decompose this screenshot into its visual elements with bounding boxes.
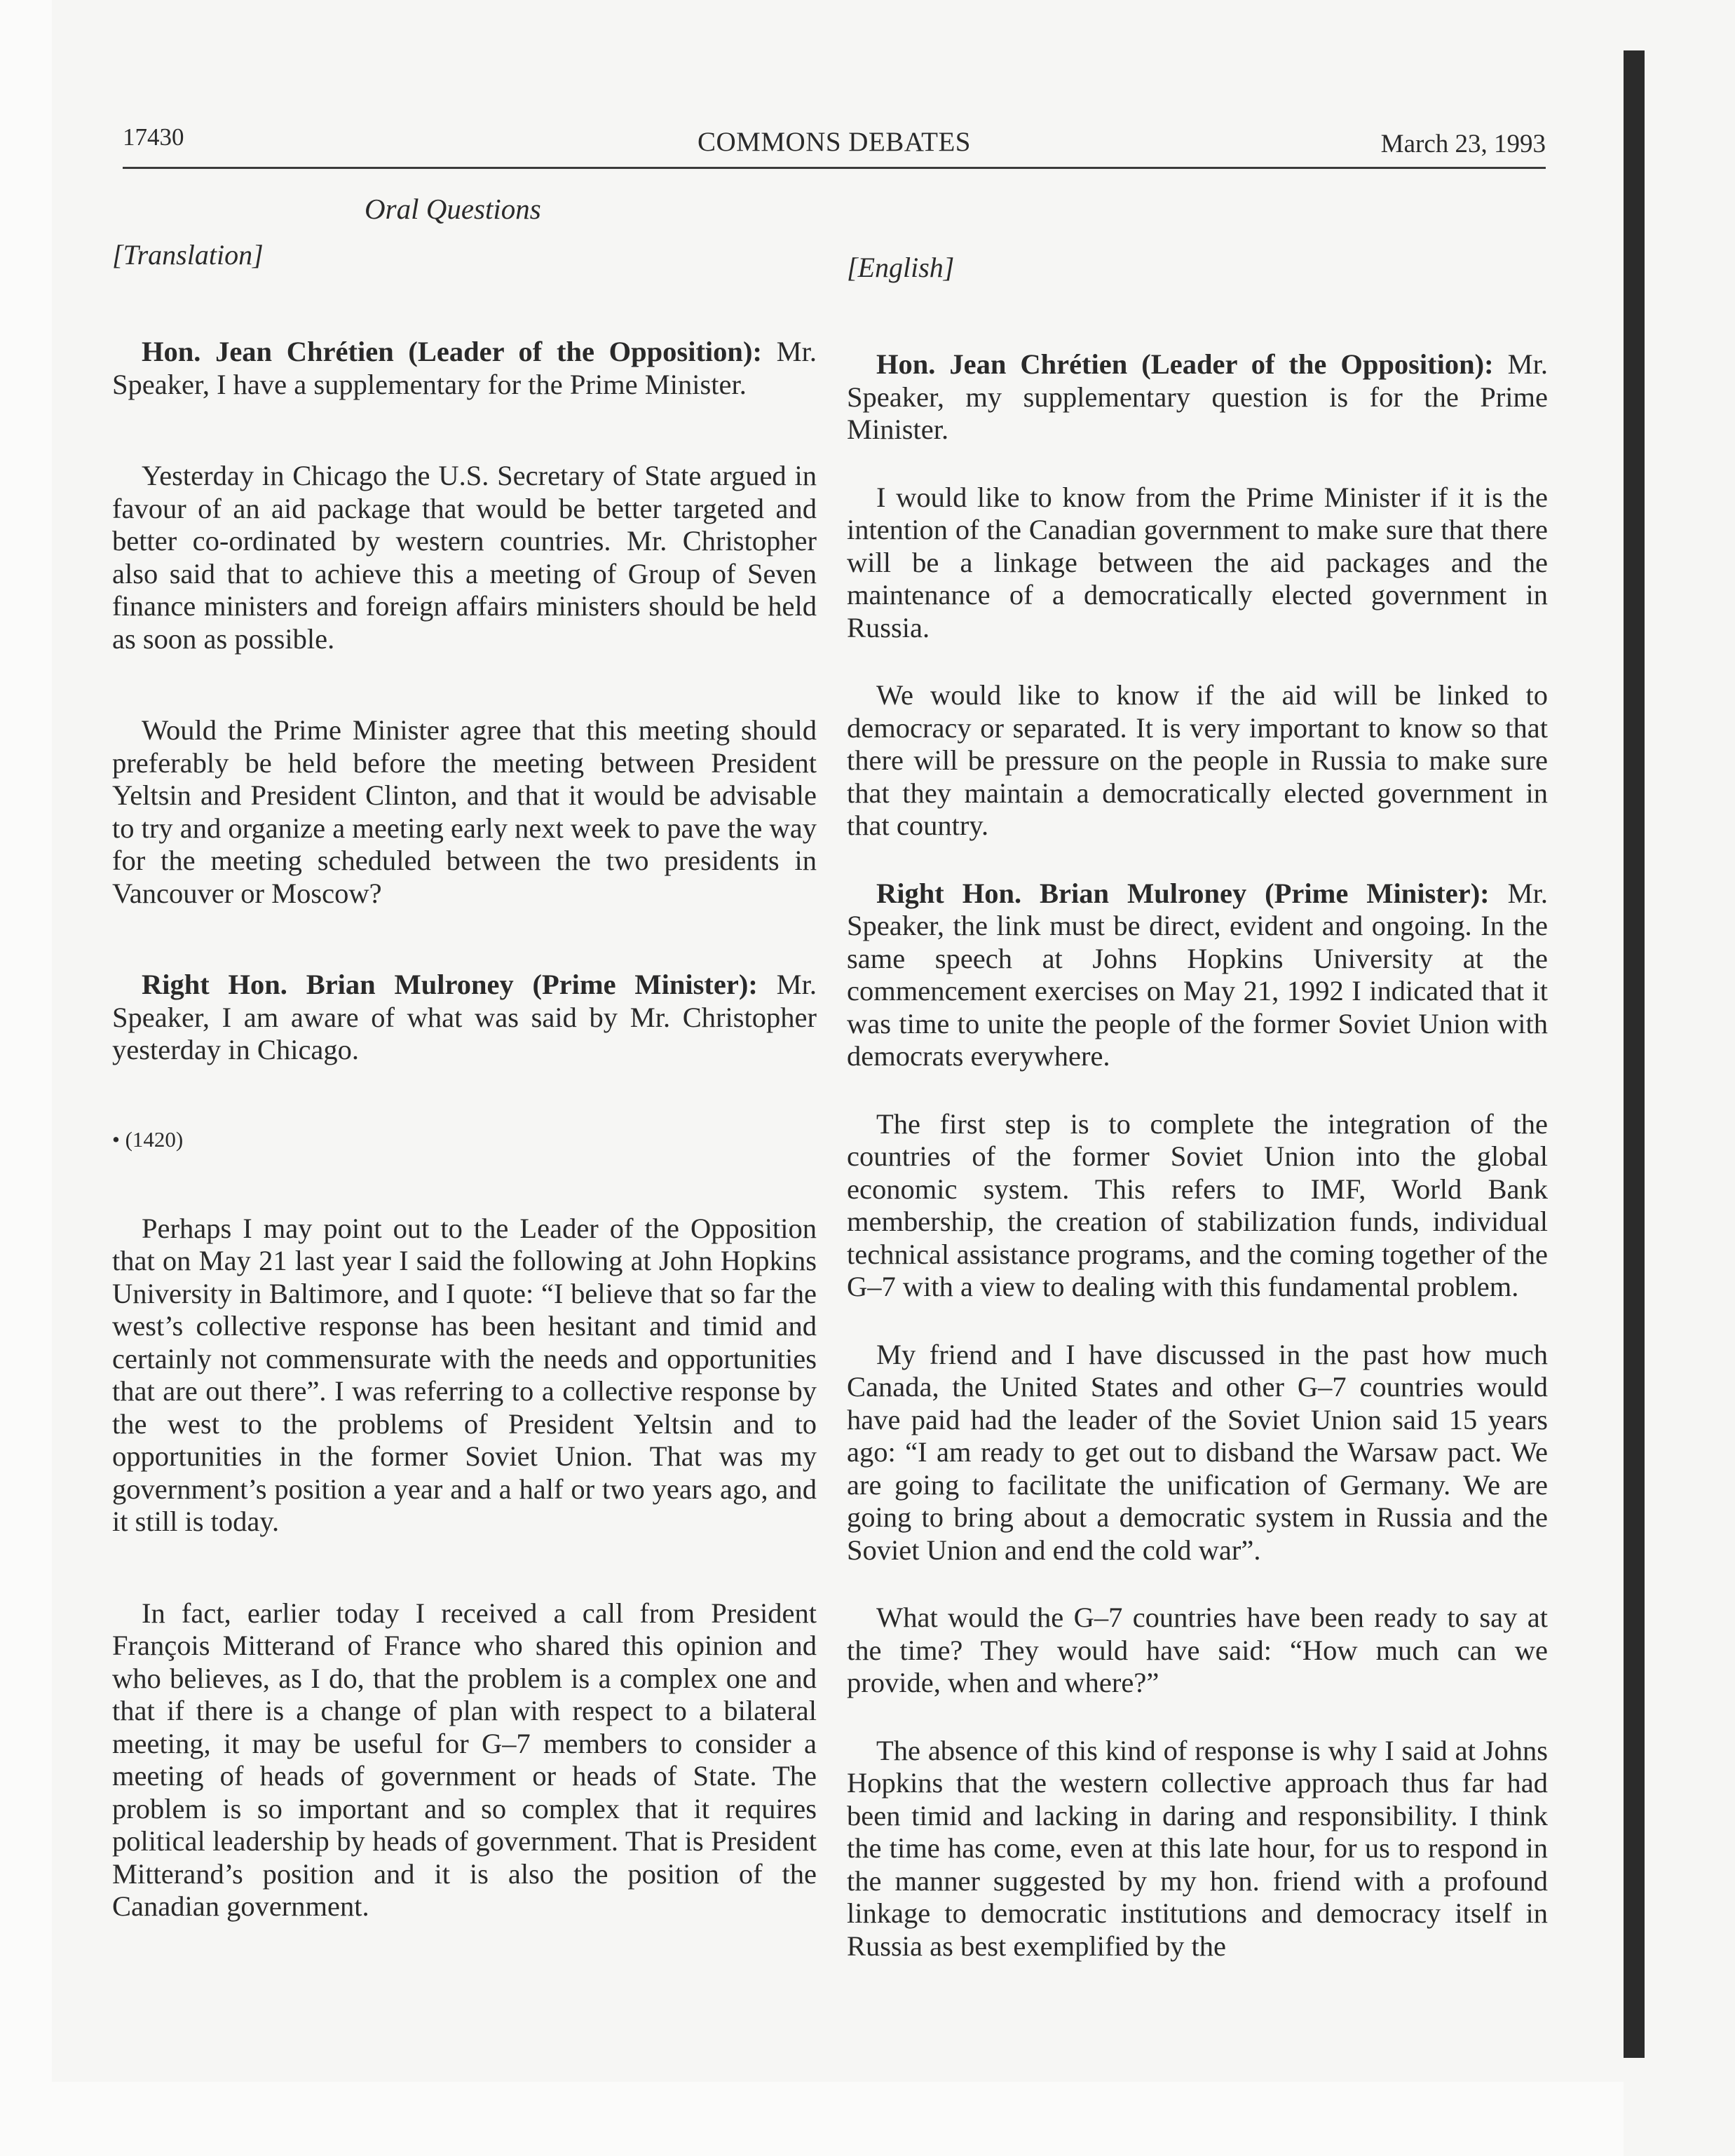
header-date: March 23, 1993 [1380,130,1546,158]
speech-paragraph: We would like to know if the aid will be linked to democracy or separated. It is very important to know so that there will be pressure on the people in Russia to make sure that they maintain a democratically elected government in that country. [847,679,1548,841]
page-number: 17430 [123,123,184,151]
speech-text: Mr. Speaker, the link must be direct, evident and ongoing. In the same speech at Johns Hopkins University at the commencement exercises on May 21, 1992 I indicated that it was time to unite the people of the former Soviet Union with democrats everywhere. [847,877,1548,1072]
speech-paragraph [847,878,1548,1073]
right-column [847,251,1548,1963]
speech-paragraph: I would like to know from the Prime Minister if it is the intention of the Canadian government to make sure that there will be a linkage between the aid packages and the maintenance of a democratically elected government in Russia. [847,481,1548,643]
speech-paragraph: Would the Prime Minister agree that this meeting should preferably be held before the meeting between President Yeltsin and President Clinton, and that it would be advisable to try and organize a meeting early next week to pave the way for the meeting scheduled between the two presidents in Vancouver or Moscow? [112,714,817,909]
journal-title: COMMONS DEBATES [698,127,971,157]
speech-paragraph: Perhaps I may point out to the Leader of the Opposition that on May 21 last year I said the following at John Hopkins University in Baltimore, and I quote: “I believe that so far the west’s collective response has been hesitant and timid and certainly not commensurate with the needs and opportunities that are out there”. I was referring to a collective response by the west to the problems of President Yeltsin and to opportunities in the former Soviet Union. That was my government’s position a year and a half or two years ago, and it still is today. [112,1212,817,1537]
speech-text: Mr. Speaker, I am aware of what was said by Mr. Christopher yesterday in Chicago. [112,969,817,1065]
speech-text: Mr. Speaker, my supplementary question is for the Prime Minister. [847,348,1549,445]
scan-margin-bottom [52,2082,1624,2156]
speech-paragraph: The absence of this kind of response is why I said at Johns Hopkins that the western collective approach thus far had been timid and lacking in daring and responsibility. I think the time has come, even at this late hour, for us to respond in the manner suggested by my hon. friend with a profound linkage to democratic institutions and democracy itself in Russia as best exemplified by the [847,1734,1548,1962]
section-title: Oral Questions [365,193,541,225]
speaker-name: Right Hon. Brian Mulroney (Prime Minister): [142,969,758,1000]
speech-paragraph: Yesterday in Chicago the U.S. Secretary of State argued in favour of an aid package that would be better targeted and better co-ordinated by western countries. Mr. Christopher also said that to achieve this a meeting of Group of Seven finance ministers and foreign affairs ministers should be held as soon as possible. [112,460,817,655]
speaker-name: Hon. Jean Chrétien (Leader of the Opposition): [142,336,762,367]
language-marker: [English] [847,252,955,283]
language-marker: [Translation] [112,239,264,271]
speech-paragraph: The first step is to complete the integration of the countries of the former Soviet Union into the global economic system. This refers to IMF, World Bank membership, the creation of stabilization funds, individual technical assistance programs, and the coming together of the G–7 with a view to dealing with this fundamental problem. [847,1107,1548,1302]
speech-paragraph: In fact, earlier today I received a call from President François Mitterand of France who shared this opinion and who believes, as I do, that the problem is a complex one and that if there is a change of plan with respect to a bilateral meeting, it may be useful for G–7 members to consider a meeting of heads of government or heads of State. The problem is so important and so complex that it requires political leadership by heads of government. That is President Mitterand’s position and it is also the position of the Canadian government. [112,1597,817,1922]
speaker-name: Hon. Jean Chrétien (Leader of the Opposition): [876,348,1494,380]
speech-paragraph [112,336,817,401]
speech-paragraph: What would the G–7 countries have been ready to say at the time? They would have said: “How much can we provide, when and where?” [847,1602,1548,1698]
scan-margin-left [0,0,52,2156]
speaker-name: Right Hon. Brian Mulroney (Prime Minister): [876,877,1490,909]
speech-text: Mr. Speaker, I have a supplementary for the Prime Minister. [112,336,817,400]
running-head [123,123,1546,169]
speech-paragraph [112,969,817,1067]
left-column [112,238,817,1923]
scan-edge-shadow [1624,50,1645,2058]
time-stamp: • (1420) [112,1126,184,1152]
speech-paragraph [847,348,1548,446]
speech-paragraph: My friend and I have discussed in the past how much Canada, the United States and other G–7 countries would have paid had the leader of the Soviet Union said 15 years ago: “I am ready to get out to disband the Warsaw pact. We are going to facilitate the unification of Germany. We are going to bring about a democratic system in Russia and the Soviet Union and end the cold war”. [847,1338,1548,1566]
